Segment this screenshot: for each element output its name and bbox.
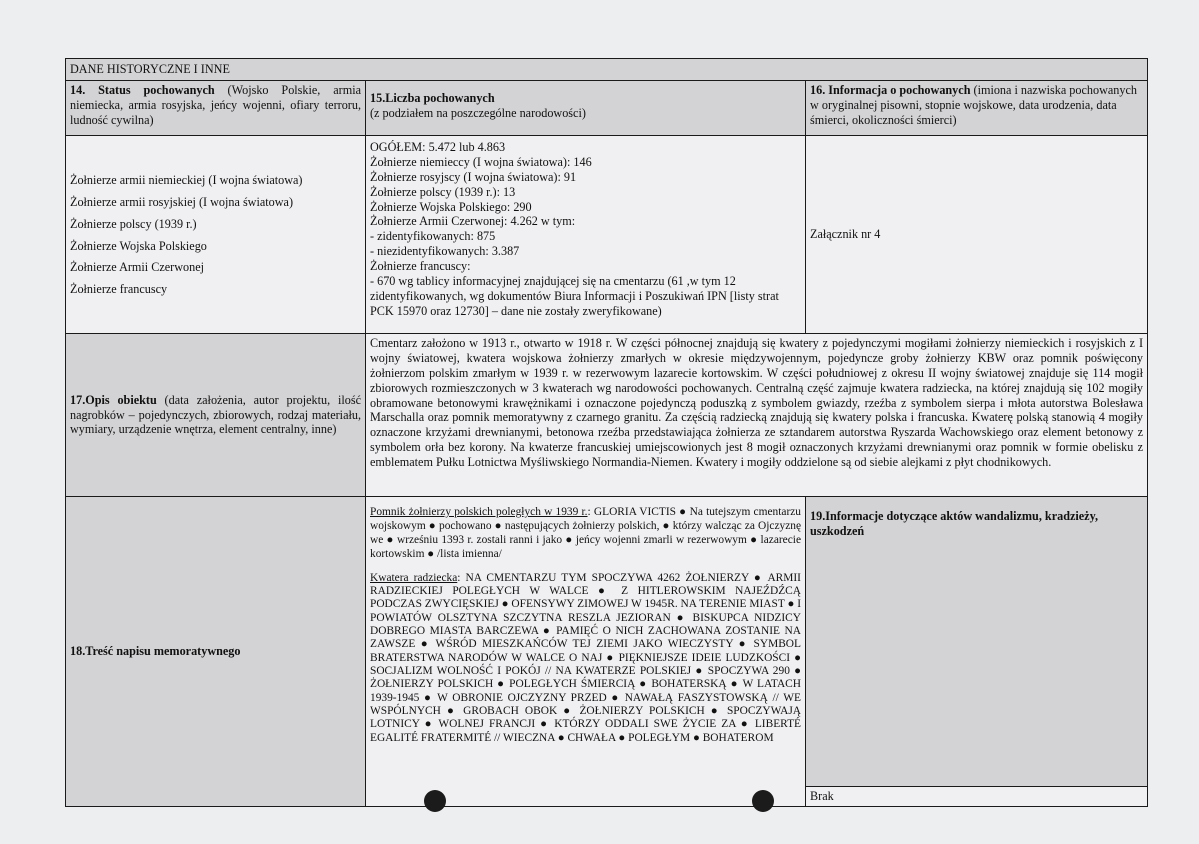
status-item: Żołnierze armii rosyjskiej (I wojna światowa)	[70, 194, 294, 209]
field-18-label: 18.Treść napisu memoratywnego	[70, 644, 241, 658]
field-18-value	[366, 497, 806, 807]
form-table	[65, 58, 1148, 807]
memorial-polish-text: : GLORIA VICTIS ● Na tutejszym cmentarzu wojskowym ● pochowano ● następujących żołnierzy polskich, ● którzy walcząc za Ojczyznę we ● wrześniu 1393 r. zostali ranni i jako ● jeńcy wojenni zmarli w rezerwowym ● lazarecie kortowskim ● /lista imienna/	[370, 506, 801, 560]
count-line: OGÓŁEM: 5.472 lub 4.863	[370, 140, 506, 154]
binder-hole	[752, 790, 774, 812]
status-item: Żołnierze armii niemieckiej (I wojna światowa)	[70, 172, 303, 187]
count-line: Żołnierze rosyjscy (I wojna światowa): 91	[370, 169, 577, 184]
status-item: Żołnierze francuscy	[70, 282, 168, 297]
memorial-soviet-text: : NA CMENTARZU TYM SPOCZYWA 4262 ŻOŁNIERZY ● ARMII RADZIECKIEJ POLEGŁYCH W WALCE ● Z HITLEROWSKIM NAJEŹDŹCĄ PODCZAS ZWYCIĘSKIEJ ● OFENSYWY ZIMOWEJ W 1945R. NA TERENIE MIAST ● I POWIATÓW OLSZTYNA SZCZYTNA RESZLA JEZIORAN ● BISKUPCA NIDZICY DOBREGO MIASTA BARCZEWA ● PAMIĘĆ O NICH ZACHOWANA ZOSTANIE NA ZAWSZE ● WŚRÓD MIESZKAŃCÓW TEJ ZIEMI JAKO WIECZYSTY ● SYMBOL BRATERSTWA NARODÓW W WALCE O NAJ ● PIĘKNIEJSZE IDEIE LUDZKOŚCI ● SOCJALIZM WOLNOŚĆ I POKÓJ // NA KWATERZE POLSKIEJ ● SPOCZYWA 290 ● ŻOŁNIERZY POLSKICH ● POLEGŁYCH ŚMIERCIĄ ● BOHATERSKĄ ● W LATACH 1939-1945 ● W OBRONIE OJCZYZNY PRZED ● NAWAŁĄ FASZYSTOWSKĄ // WE WSPÓLNYCH ● GROBACH OBOK ● ŻOŁNIERZY POLSKICH ● SPOCZYWAJĄ LOTNICY ● WOLNEJ FRANCJI ● KTÓRZY ODDALI SWE ŻYCIE ZA ● LIBERTÉ EGALITÉ FRATERMITÉ // WIECZNA ● CHWAŁA ● POLEGŁYM ● BOHATEROM	[370, 571, 801, 744]
field-16-note: (imiona i nazwiska pochowanych w oryginalnej pisowni, stopnie wojskowe, data urodzenia, data śmierci, okoliczności śmierci)	[810, 83, 1137, 127]
field-15-header	[366, 81, 806, 136]
field-17-label: 17.Opis obiektu	[70, 392, 157, 407]
count-line: Żołnierze polscy (1939 r.): 13	[370, 184, 516, 199]
field-14-value	[66, 136, 366, 334]
count-line: - zidentyfikowanych: 875	[370, 229, 496, 244]
field-19-header	[806, 497, 1148, 787]
count-line: - 670 wg tablicy informacyjnej znajdującej się na cmentarzu (61 ,w tym 12 zidentyfikowanych, wg dokumentów Biura Informacji i Poszukiwań IPN [listy strat PCK 15970 oraz 12730] – dane nie zostały zweryfikowane)	[370, 273, 779, 318]
memorial-soviet	[370, 572, 801, 745]
field-16-label: 16. Informacja o pochowanych	[810, 83, 971, 97]
section-title: DANE HISTORYCZNE I INNE	[66, 59, 1148, 81]
field-14-note: (Wojsko Polskie, armia niemiecka, armia rosyjska, jeńcy wojenni, ofiary terroru, ludność cywilna)	[70, 83, 361, 127]
field-17-value: Cmentarz założono w 1913 r., otwarto w 1918 r. W części północnej znajdują się kwatery z pojedynczymi mogiłami żołnierzy niemieckich i rosyjskich z I wojny światowej, kwatera wojskowa żołnierzy zmarłych w okresie międzywojennym, pojedyncze groby żołnierzy KBW oraz pomnik poświęcony żołnierzom polskim zmarłym w 1939 r. w rezerwowym lazarecie kortowskim. W części południowej z okresu II wojny światowej znajduje się 114 mogił zbiorowych rozmieszczonych w 3 kwaterach wg narodowości pochowanych. Centralną część zajmuje kwatera radziecka, na której znajdują się 102 mogiły obramowane betonowymi krawężnikami i oznaczone pojedynczą poduszką z symbolem gwiazdy, rzeźba z symbolem sierpa i młota autorstwa Bolesława Marschalla oraz pomnik memoratywny z czarnego granitu. Za częścią radziecką znajdują się kwatery polska i francuska. Kwaterę polską stanowią 4 mogiły oznaczone krzyżami drewnianymi, betonowa rzeźba przedstawiająca żołnierza ze sztandarem autorstwa Ryszarda Wachowskiego oraz element betonowy z symbolem orła bez korony. Na kwaterze francuskiej umiejscowionych jest 8 mogił oznaczonych krzyżami drewnianymi oraz pomnik w formie obelisku z emblematem Pułku Lotnictwa Myśliwskiego Normandia-Niemen. Kwatery i mogiły oddzielone są od siebie alejkami z płyt chodnikowych.	[366, 334, 1148, 497]
field-15-note: (z podziałem na poszczególne narodowości)	[370, 105, 586, 120]
field-19-value: Brak	[806, 787, 1148, 807]
memorial-soviet-title: Kwatera radziecka	[370, 571, 458, 584]
field-15-value	[366, 136, 806, 334]
count-line: Żołnierze niemieccy (I wojna światowa): 146	[370, 154, 592, 169]
count-line: Żołnierze Armii Czerwonej: 4.262 w tym:	[370, 214, 576, 229]
field-14-label: 14. Status pochowanych	[70, 83, 215, 97]
status-item: Żołnierze polscy (1939 r.)	[70, 216, 197, 231]
field-14-header	[66, 81, 366, 136]
count-line: Żołnierze Wojska Polskiego: 290	[370, 199, 532, 214]
field-18-header	[66, 497, 366, 807]
field-17-header	[66, 334, 366, 497]
field-16-header	[806, 81, 1148, 136]
status-item: Żołnierze Wojska Polskiego	[70, 238, 207, 253]
memorial-polish-title: Pomnik żołnierzy polskich poległych w 1939 r.	[370, 506, 588, 518]
status-item: Żołnierze Armii Czerwonej	[70, 260, 205, 275]
field-17-note: (data założenia, autor projektu, ilość nagrobków – pojedynczych, zbiorowych, rodzaj materiału, wymiary, urządzenie wnętrza, element centralny, inne)	[70, 392, 361, 437]
count-line: Żołnierze francuscy:	[370, 259, 471, 273]
binder-hole	[424, 790, 446, 812]
memorial-polish	[370, 506, 801, 562]
field-19-label: 19.Informacje dotyczące aktów wandalizmu, kradzieży, uszkodzeń	[810, 509, 1099, 538]
field-15-label: 15.Liczba pochowanych	[370, 91, 495, 105]
field-16-value: Załącznik nr 4	[806, 136, 1148, 334]
count-line: - niezidentyfikowanych: 3.387	[370, 244, 520, 259]
